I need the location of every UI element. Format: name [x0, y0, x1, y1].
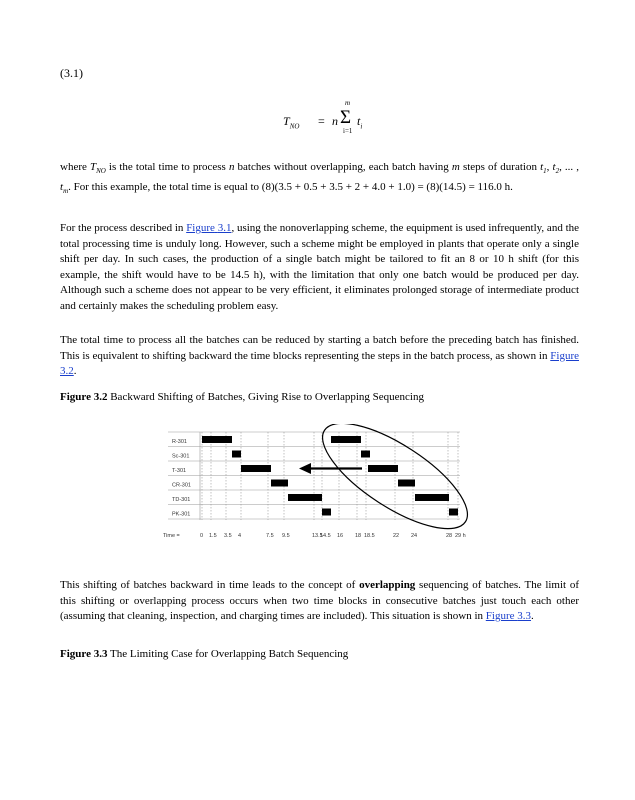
equation-lhs-subscript: NO — [289, 122, 300, 131]
math-t1: t — [540, 161, 544, 173]
caption-label: Figure 3.3 — [60, 648, 108, 660]
equation-equals: = — [318, 114, 325, 128]
figure-3-3-caption — [60, 647, 348, 661]
bold-term: overlapping — [359, 579, 416, 591]
equation-lhs-symbol: T — [283, 114, 290, 128]
row-label-r301: R-301 — [172, 439, 187, 445]
tick-24: 24 — [411, 533, 418, 539]
row-label-td301: TD-301 — [172, 497, 191, 503]
text-run: The total time to process all the batches can be reduced by starting a batch before the preceding batch has finished. This is equivalent to shifting backward the time blocks representing the steps in the batch process, as shown in — [60, 334, 579, 362]
time-axis-label: Time = — [163, 533, 180, 539]
bar-cr301-batch1 — [271, 480, 288, 487]
math-T: T — [89, 161, 97, 173]
backward-shift-arrow — [299, 463, 362, 474]
equation-term-subscript: i — [360, 122, 363, 131]
link-figure-3-3[interactable] — [486, 610, 531, 622]
caption-text: The Limiting Case for Overlapping Batch Sequencing — [107, 648, 349, 660]
text-run: , ... , — [559, 161, 580, 173]
equation-formula — [283, 99, 373, 152]
link-figure-3-1[interactable] — [186, 222, 231, 234]
bar-sc301-batch2 — [361, 451, 370, 458]
link-word[interactable]: Figure — [186, 222, 215, 234]
bar-td301-batch1 — [288, 494, 322, 501]
link-word[interactable]: Figure — [485, 610, 515, 622]
row-label-sc301: Sc-301 — [172, 453, 190, 460]
text-run: , using the nonoverlapping scheme, the equipment is used infrequently, and the total processing time is unduly long. However, such a scheme might be employed in plants that operate only a single shift per day. In such cases, the production of a single batch might be tailored to fit an 8 or 10 h shift (for this example, the shift would have to be 14.5 h), with the limitation that only one batch would be produced per day. Although such a scheme does not appear to be very efficient, it eliminates prolonged storage of intermediate product and certainly makes the scheduling problem easy. — [60, 222, 580, 312]
tick-4: 4 — [238, 533, 242, 539]
tick-13-5: 13.5 — [312, 533, 323, 539]
figure-3-2-caption — [60, 390, 424, 404]
math-T-sub: NO — [96, 167, 106, 176]
math-t2: t — [552, 161, 556, 173]
gantt-svg — [160, 424, 475, 544]
time-axis — [163, 533, 466, 539]
paragraph-3 — [60, 333, 579, 380]
math-tm: t — [60, 180, 64, 193]
tick-0: 0 — [200, 533, 204, 539]
tick-18: 18 — [355, 533, 362, 539]
tick-28: 28 — [446, 533, 453, 539]
text-run: For the process described in — [60, 222, 187, 234]
arrow-head — [299, 463, 311, 474]
caption-text: Backward Shifting of Batches, Giving Rise to Overlapping Sequencing — [107, 391, 424, 403]
tick-16: 16 — [337, 533, 344, 539]
link-number[interactable]: 3.2 — [60, 365, 74, 377]
equation-term-symbol: t — [357, 114, 361, 128]
bar-cr301-batch2 — [398, 480, 415, 487]
text-run: , — [546, 161, 553, 173]
caption-label: Figure 3.2 — [60, 391, 108, 403]
text-run: steps of duration — [459, 161, 541, 173]
bar-r301-batch2 — [331, 436, 361, 443]
tick-14-5: 14.5 — [320, 533, 331, 539]
text-run: sequencing of batches. The limit of this shifting or overlapping process occurs when two time blocks in consecutive batches just touch each other (assuming that cleaning, inspection, and charging times are included). This situation is shown in — [60, 579, 580, 622]
row-label-cr301: CR-301 — [172, 482, 191, 489]
text-run: batches without overlapping, each batch having — [234, 161, 452, 173]
row-label-pk301: PK-301 — [172, 511, 191, 518]
bar-pk301-batch1 — [322, 509, 331, 516]
math-n: n — [228, 161, 235, 173]
tick-1-5: 1.5 — [209, 533, 217, 539]
math-t2-sub: 2 — [555, 167, 560, 176]
paragraph-1 — [60, 160, 579, 199]
gantt-grid — [168, 432, 460, 520]
text-run: . — [531, 610, 534, 622]
math-m: m — [451, 161, 460, 173]
equation-sum-lower: i=1 — [343, 127, 353, 135]
equation-term — [357, 114, 362, 130]
math-tm-sub: m — [63, 186, 69, 195]
bar-t301-batch1 — [241, 465, 271, 472]
text-run: where — [60, 161, 90, 173]
text-run: . — [73, 365, 77, 377]
gantt-row-labels — [172, 439, 191, 518]
bar-r301-batch1 — [202, 436, 232, 443]
bar-t301-batch2 — [368, 465, 398, 472]
paragraph-4 — [60, 578, 579, 625]
text-run: This shifting of batches backward in time leads to the concept of — [60, 579, 360, 591]
tick-9-5: 9.5 — [282, 533, 290, 539]
link-number[interactable]: 3.3 — [517, 610, 532, 622]
bar-pk301-batch2 — [449, 509, 458, 516]
figure-3-2-gantt-chart — [160, 424, 475, 544]
equation-sigma: Σ — [340, 107, 352, 128]
equation-number: (3.1) — [60, 66, 83, 80]
bar-sc301-batch1 — [232, 451, 241, 458]
equation-coefficient: n — [332, 114, 338, 128]
tick-7-5: 7.5 — [266, 533, 274, 539]
tick-3-5: 3.5 — [224, 533, 232, 539]
text-run: . For this example, the total time is equal to (8)(3.5 + 0.5 + 3.5 + 2 + 4.0 + 1.0) = (8)(14.5) = 116.0 h. — [68, 180, 513, 193]
link-number[interactable]: 3.1 — [217, 222, 232, 234]
text-run: is the total time to process — [105, 161, 229, 173]
math-t1-sub: 1 — [543, 167, 547, 176]
tick-29h: 29 h — [455, 533, 466, 539]
row-label-t301: T-301 — [172, 468, 187, 474]
paragraph-2 — [60, 221, 579, 314]
equation-sum-upper: m — [345, 99, 351, 107]
link-word[interactable]: Figure — [550, 349, 579, 362]
tick-18-5: 18.5 — [364, 533, 375, 539]
bar-td301-batch2 — [415, 494, 449, 501]
tick-22: 22 — [393, 533, 400, 539]
equation-lhs — [283, 114, 299, 130]
